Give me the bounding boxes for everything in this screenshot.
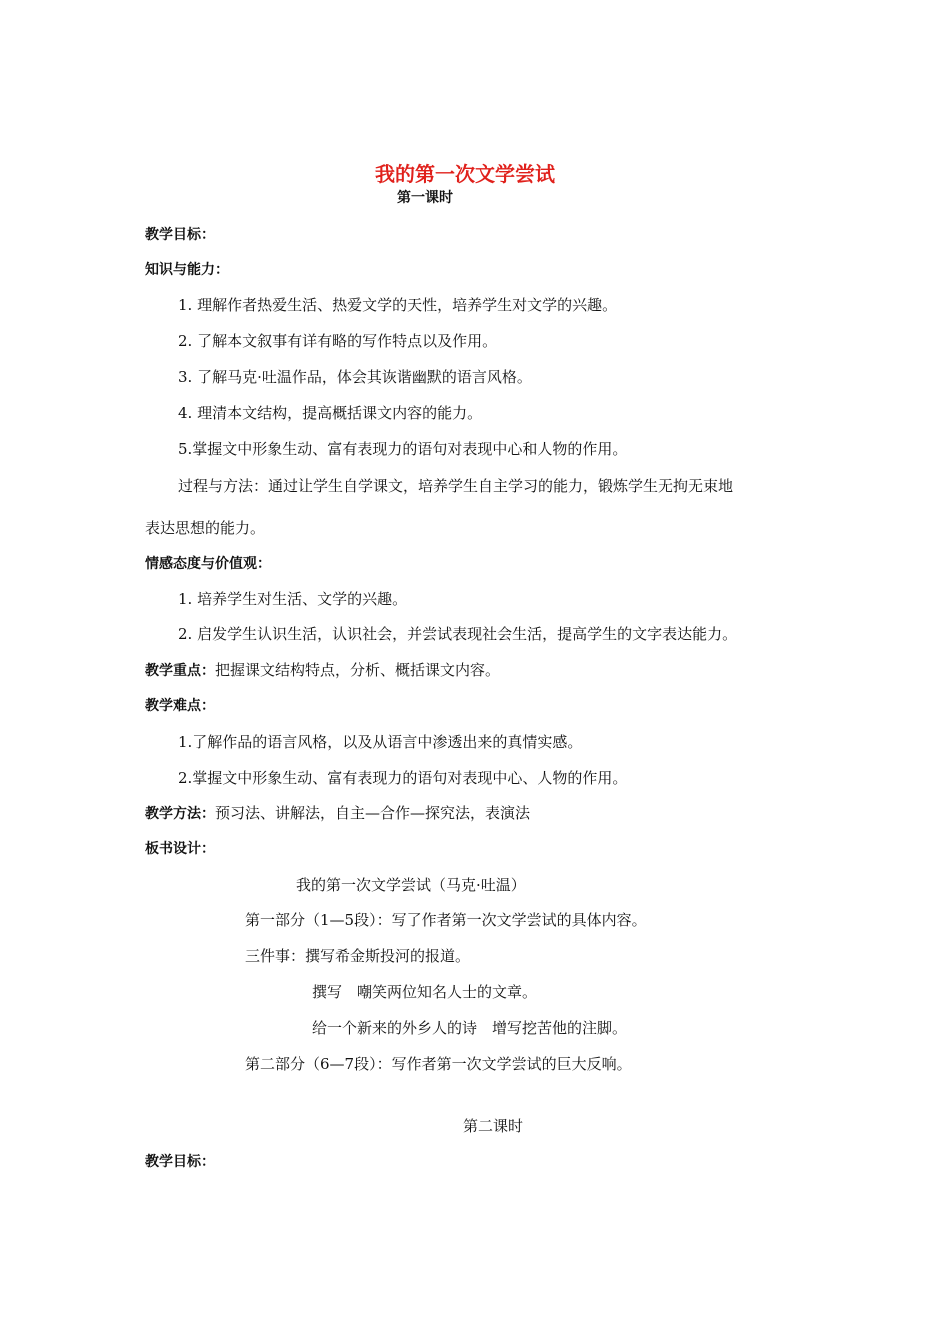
difficulty-item: 2.掌握文中形象生动、富有表现力的语句对表现中心、人物的作用。 <box>178 769 628 787</box>
teaching-method <box>145 803 530 824</box>
teaching-method-text: 预习法、讲解法，自主—合作—探究法，表演法 <box>215 804 531 822</box>
document-title: 我的第一次文学尝试 <box>375 162 555 186</box>
process-method-text: 过程与方法：通过让学生自学课文，培养学生自主学习的能力，锻炼学生无拘无束地 <box>178 477 734 495</box>
board-heading: 我的第一次文学尝试（马克·吐温） <box>296 876 526 894</box>
difficulty-item: 1.了解作品的语言风格，以及从语言中渗透出来的真情实感。 <box>178 733 583 751</box>
knowledge-item: 1. 理解作者热爱生活、热爱文学的天性，培养学生对文学的兴趣。 <box>178 296 618 314</box>
knowledge-ability-label: 知识与能力： <box>145 262 229 278</box>
teaching-difficulty-label: 教学难点： <box>145 698 215 714</box>
board-event: 给一个新来的外乡人的诗 增写挖苦他的注脚。 <box>312 1019 628 1037</box>
emotion-attitude-label: 情感态度与价值观： <box>145 556 271 572</box>
board-part-two: 第二部分（6—7段）：写作者第一次文学尝试的巨大反响。 <box>245 1055 632 1073</box>
lesson-one-heading: 第一课时 <box>397 190 453 206</box>
emotion-item: 2. 启发学生认识生活，认识社会，并尝试表现社会生活，提高学生的文字表达能力。 <box>178 625 738 643</box>
process-method-text-continued: 表达思想的能力。 <box>145 519 266 537</box>
knowledge-item: 2. 了解本文叙事有详有略的写作特点以及作用。 <box>178 332 498 350</box>
board-design-label: 板书设计： <box>145 841 215 857</box>
teaching-key-label: 教学重点： <box>145 663 215 679</box>
knowledge-item: 4. 理清本文结构，提高概括课文内容的能力。 <box>178 404 483 422</box>
teaching-method-label: 教学方法： <box>145 806 215 822</box>
teaching-key-point <box>145 660 500 681</box>
board-part-one: 第一部分（1—5段）：写了作者第一次文学尝试的具体内容。 <box>245 911 647 929</box>
lesson-two-heading: 第二课时 <box>463 1117 524 1135</box>
teaching-goals-label: 教学目标： <box>145 227 215 243</box>
board-event: 撰写 嘲笑两位知名人士的文章。 <box>312 983 538 1001</box>
teaching-key-text: 把握课文结构特点，分析、概括课文内容。 <box>215 661 501 679</box>
teaching-goals-label-2: 教学目标： <box>145 1154 215 1170</box>
emotion-item: 1. 培养学生对生活、文学的兴趣。 <box>178 590 408 608</box>
knowledge-item: 3. 了解马克·吐温作品，体会其诙谐幽默的语言风格。 <box>178 368 532 386</box>
board-three-events: 三件事：撰写希金斯投河的报道。 <box>245 947 471 965</box>
knowledge-item: 5.掌握文中形象生动、富有表现力的语句对表现中心和人物的作用。 <box>178 440 628 458</box>
